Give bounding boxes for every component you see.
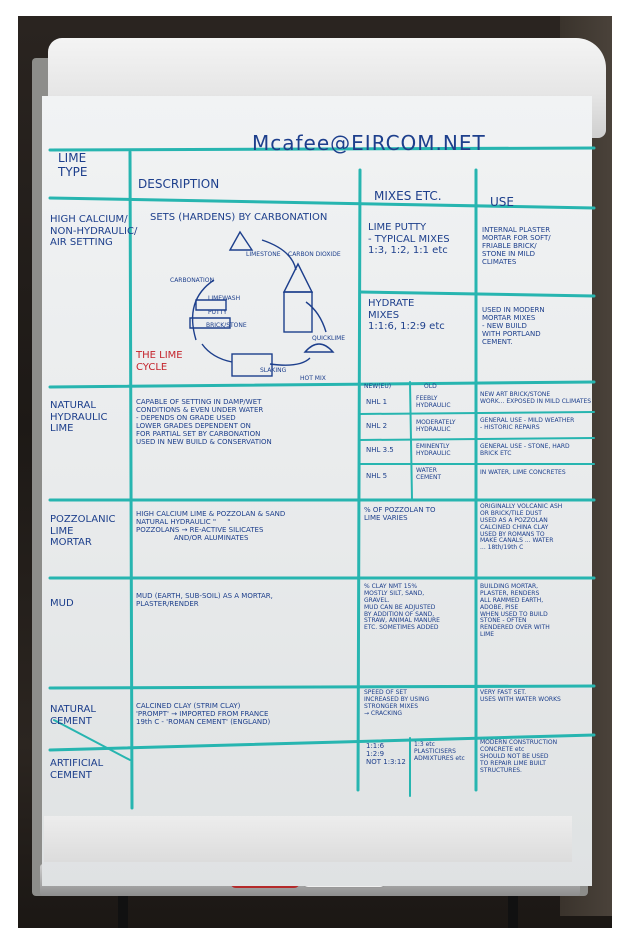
desc-pozzolanic: HIGH CALCIUM LIME & POZZOLAN & SAND NATURAL HYDRAULIC " " POZZOLANS → RE-ACTIVE SILICATES AND/OR ALUMINATES	[136, 510, 286, 543]
diagram-label-carbonation: CARBONATION	[170, 277, 214, 284]
diagram-label-limestone: LIMESTONE	[246, 251, 281, 258]
grade-header-old: OLD	[424, 383, 437, 390]
rule-row-natural-cement	[50, 686, 594, 688]
diagram-label-carbon-dioxide: CARBON DIOXIDE	[288, 251, 341, 258]
grade-nhl5: NHL 5	[366, 472, 388, 480]
mixes-artificial-left: 1:1:6 1:2:9 NOT 1:3:12	[366, 742, 406, 767]
use-nhl1: NEW ART BRICK/STONE WORK... EXPOSED IN MILD CLIMATES	[480, 391, 592, 405]
header-use: USE	[490, 195, 514, 209]
header-lime-type: LIME TYPE	[58, 151, 88, 179]
desc-natural-cement: CALCINED CLAY (STRIM CLAY) 'PROMPT' → IMPORTED FROM FRANCE 19th C - 'ROMAN CEMENT' (ENGLAND)	[136, 702, 271, 727]
type-pozzolanic: POZZOLANIC LIME MORTAR	[50, 514, 116, 548]
use-nhl35: GENERAL USE - STONE, HARD BRICK ETC	[480, 443, 570, 457]
grade-nhl1: NHL 1	[366, 398, 388, 406]
type-high-calcium: HIGH CALCIUM/ NON-HYDRAULIC/ AIR SETTING	[50, 214, 138, 248]
type-natural-hydraulic: NATURAL HYDRAULIC LIME	[50, 400, 108, 434]
use-pozzolanic: ORIGINALLY VOLCANIC ASH OR BRICK/TILE DUST USED AS A POZZOLAN CALCINED CHINA CLAY USED BY ROMANS TO MAKE CANALS ... WATER ... 18th/19th C	[480, 503, 563, 552]
use-hydrate: USED IN MODERN MORTAR MIXES - NEW BUILD WITH PORTLAND CEMENT.	[482, 306, 545, 347]
grade-nhl2: NHL 2	[366, 422, 388, 430]
diagram-label-brick-stone: BRICK/STONE	[206, 322, 247, 329]
use-nhl2: GENERAL USE - MILD WEATHER - HISTORIC REPAIRS	[480, 417, 575, 431]
header-mixes: MIXES ETC.	[374, 189, 442, 203]
rule-col-1	[130, 152, 132, 808]
type-artificial-cement: ARTIFICIAL CEMENT	[50, 758, 104, 781]
type-mud: MUD	[50, 598, 74, 609]
use-artificial-cement: MODERN CONSTRUCTION CONCRETE etc SHOULD NOT BE USED TO REPAIR LIME BUILT STRUCTURES.	[480, 739, 558, 774]
grade-old-4: WATER CEMENT	[416, 467, 442, 481]
grade-nhl35: NHL 3.5	[366, 446, 394, 454]
mixes-hydrate: HYDRATE MIXES 1:1:6, 1:2:9 etc	[368, 298, 445, 332]
diagram-label-hot-mix: HOT MIX	[300, 375, 326, 382]
email-heading: Mcafee@EIRCOM.NET	[252, 131, 486, 155]
use-natural-cement: VERY FAST SET. USES WITH WATER WORKS	[480, 689, 561, 703]
mixes-mud: % CLAY NMT 15% MOSTLY SILT, SAND, GRAVEL. MUD CAN BE ADJUSTED BY ADDITION OF SAND, STRAW, ANIMAL MANURE ETC. SOMETIMES ADDED	[364, 583, 440, 632]
rule-putty-hydrate	[360, 292, 594, 296]
mixes-lime-putty: LIME PUTTY - TYPICAL MIXES 1:3, 1:2, 1:1 etc	[368, 222, 450, 256]
grade-header-new: NEW(EU)	[364, 383, 392, 390]
mixes-pozzolanic: % OF POZZOLAN TO LIME VARIES	[364, 506, 436, 523]
desc-natural-hydraulic: CAPABLE OF SETTING IN DAMP/WET CONDITIONS & EVEN UNDER WATER - DEPENDS ON GRADE USED LOWER GRADES DEPENDENT ON FOR PARTIAL SET BY CARBONATION USED IN NEW BUILD & CONSERVATION	[136, 398, 272, 447]
mixes-artificial-right: 1:3 etc PLASTICISERS ADMIXTURES etc	[414, 741, 465, 762]
mixes-natural-cement: SPEED OF SET INCREASED BY USING STRONGER MIXES → CRACKING	[364, 689, 430, 717]
diagram-label-putty: PUTTY	[208, 309, 227, 316]
grade-old-1: FEEBLY HYDRAULIC	[416, 395, 451, 409]
lime-cycle-label: THE LIME CYCLE	[136, 350, 183, 373]
use-lime-putty: INTERNAL PLASTER MORTAR FOR SOFT/ FRIABLE BRICK/ STONE IN MILD CLIMATES	[482, 226, 551, 267]
desc-high-calcium: SETS (HARDENS) BY CARBONATION	[150, 212, 328, 223]
grade-old-3: EMINENTLY HYDRAULIC	[416, 443, 451, 457]
diagram-label-slaking: SLAKING	[260, 367, 287, 374]
use-nhl5: IN WATER, LIME CONCRETES	[480, 469, 566, 476]
grade-old-2: MODERATELY HYDRAULIC	[416, 419, 456, 433]
desc-mud: MUD (EARTH, SUB-SOIL) AS A MORTAR, PLASTER/RENDER	[136, 592, 273, 609]
diagram-label-limewash: LIMEWASH	[208, 295, 241, 302]
diagram-label-quicklime: QUICKLIME	[312, 335, 346, 342]
use-mud: BUILDING MORTAR, PLASTER, RENDERS ALL RAMMED EARTH, ADOBE, PISE WHEN USED TO BUILD STONE - OFTEN RENDERED OVER WITH LIME	[480, 583, 550, 639]
rule-col-2	[358, 170, 360, 790]
header-description: DESCRIPTION	[138, 177, 220, 191]
type-natural-cement: NATURAL CEMENT	[50, 704, 96, 727]
